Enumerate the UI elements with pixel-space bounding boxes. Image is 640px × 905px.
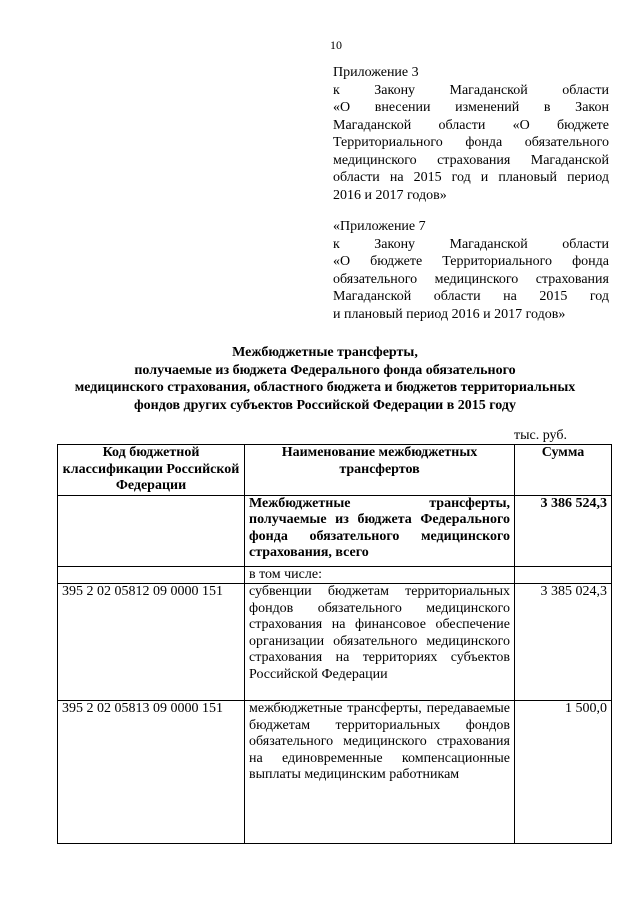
heading-line: получаемые из бюджета Федерального фонда обязательного	[134, 362, 516, 378]
transfers-table	[57, 444, 612, 844]
page-number: 10	[330, 38, 342, 52]
table-row	[58, 566, 612, 584]
table-header-row	[58, 445, 612, 496]
appendix-7-line: и плановый период 2016 и 2017 годов»	[333, 306, 566, 322]
appendix-7-note	[333, 218, 609, 323]
document-heading	[40, 344, 610, 414]
heading-line: фондов других субъектов Российской Федерации в 2015 году	[133, 397, 516, 413]
heading-line: Межбюджетные трансферты,	[232, 345, 418, 360]
table-row	[58, 584, 612, 701]
row-name-cell	[245, 495, 515, 566]
appendix-3-line: 2016 и 2017 годов»	[333, 187, 447, 203]
unit-label: тыс. руб.	[514, 428, 567, 443]
row-sum: 3 385 024,3	[515, 584, 612, 701]
appendix-7-line: «Приложение 7	[333, 219, 426, 234]
appendix-7-line: обязательного медицинского страхования	[333, 271, 609, 287]
row-name-cell	[245, 584, 515, 701]
row-sum	[515, 566, 612, 584]
header-code: Код бюджетной классификации Российской Федерации	[58, 445, 245, 496]
table-row	[58, 701, 612, 844]
row-code: 395 2 02 05812 09 0000 151	[58, 584, 245, 701]
row-name: Межбюджетные трансферты, получаемые из бюджета Федерального фонда обязательного медицинского страхования, всего	[249, 495, 510, 560]
row-name: межбюджетные трансферты, передаваемые бюджетам территориальных фондов обязательного медицинского страхования на единовременные компенсационные выплаты медицинским работникам	[249, 701, 510, 782]
row-sum: 1 500,0	[515, 701, 612, 844]
appendix-3-line: Приложение 3	[333, 65, 419, 80]
row-code: 395 2 02 05813 09 0000 151	[58, 701, 245, 844]
appendix-3-line: Магаданской области «О бюджете	[333, 117, 609, 133]
row-code	[58, 495, 245, 566]
appendix-7-line: Магаданской области на 2015 год	[333, 289, 609, 304]
appendix-3-note	[333, 64, 609, 204]
row-name-cell	[245, 566, 515, 584]
table-row	[58, 495, 612, 566]
header-name: Наименование межбюджетных трансфертов	[245, 445, 515, 496]
row-name: в том числе:	[249, 566, 322, 582]
appendix-7-line: к Закону Магаданской области	[333, 236, 609, 252]
row-name: субвенции бюджетам территориальных фондов обязательного медицинского страхования на финансовое обеспечение организации обязательного медицинского страхования на территориях субъектов Российской Федерации	[249, 584, 510, 682]
header-sum: Сумма	[515, 445, 612, 496]
row-code	[58, 566, 245, 584]
appendix-3-line: области на 2015 год и плановый период	[333, 170, 609, 185]
appendix-3-line: медицинского страхования Магаданской	[333, 152, 609, 168]
appendix-3-line: к Закону Магаданской области	[333, 82, 609, 98]
heading-line: медицинского страхования, областного бюджета и бюджетов территориальных	[74, 380, 576, 395]
appendix-7-line: «О бюджете Территориального фонда	[333, 254, 609, 269]
row-name-cell	[245, 701, 515, 844]
appendix-3-line: Территориального фонда обязательного	[333, 135, 609, 150]
row-sum: 3 386 524,3	[515, 495, 612, 566]
appendix-3-line: «О внесении изменений в Закон	[333, 100, 609, 115]
